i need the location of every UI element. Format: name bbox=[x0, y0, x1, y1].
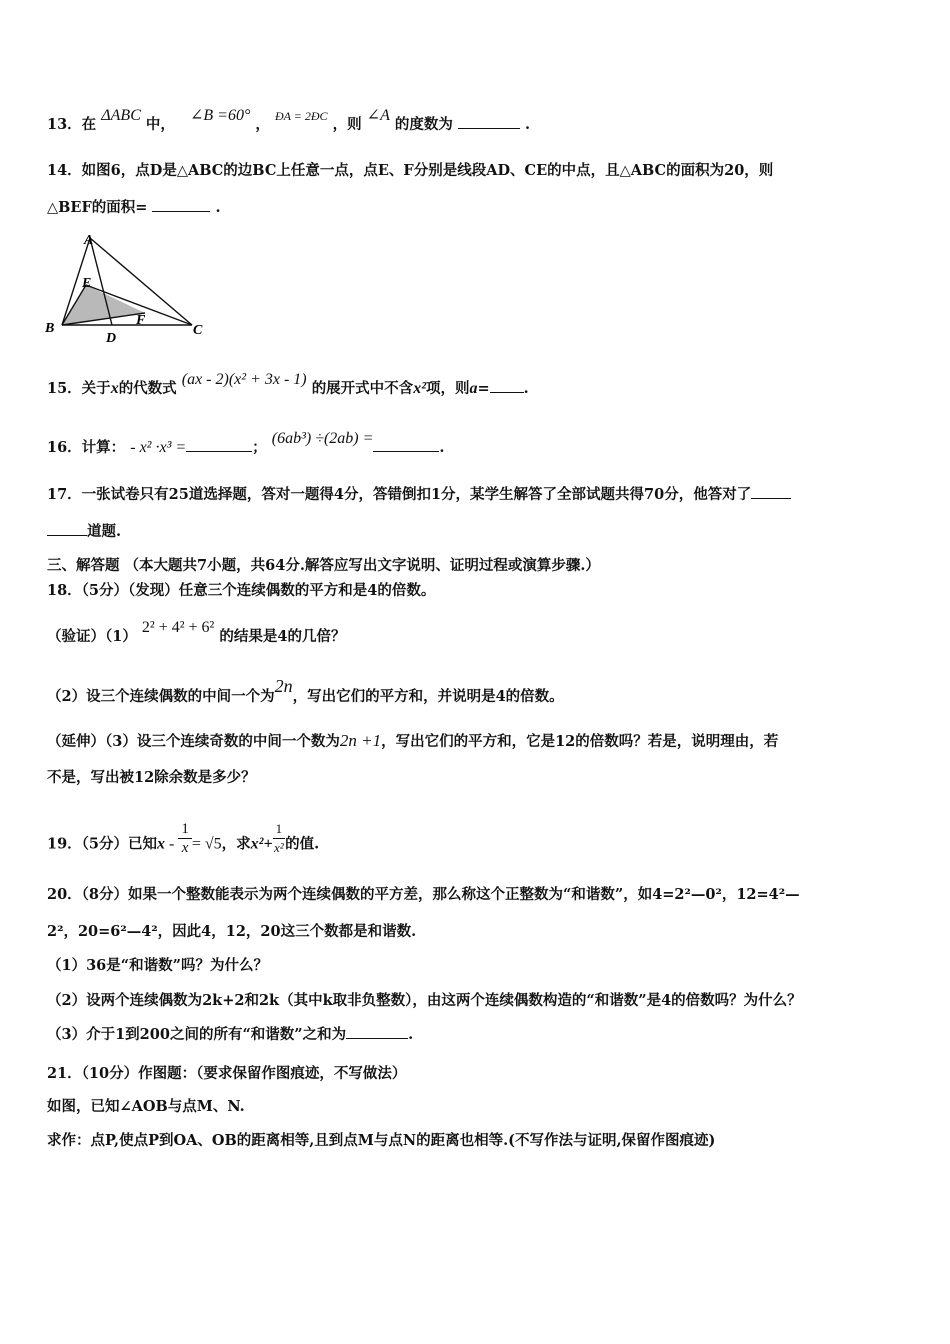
label-a: A bbox=[84, 233, 94, 248]
q19-fraction bbox=[178, 820, 192, 857]
q15-eq: = bbox=[477, 380, 490, 397]
label-f: F bbox=[136, 313, 146, 328]
q14-text: △BEF的面积= bbox=[47, 199, 148, 216]
question-14-line1: 14．如图6，点D是△ABC的边BC上任意一点，点E、F分别是线段AD、CE的中点，且△ABC的面积为20，则 bbox=[47, 162, 774, 179]
q16-end: . bbox=[439, 439, 445, 456]
label-c: C bbox=[193, 323, 203, 338]
question-18-part3 bbox=[47, 730, 920, 753]
question-21-given: 如图，已知∠AOB与点M、N. bbox=[47, 1098, 245, 1115]
q18-part3-label: （延伸）（3）设三个连续奇数的中间一个数为 bbox=[47, 733, 340, 750]
q16-separator: ； bbox=[252, 439, 267, 456]
q18-part1-expression: 2² + 4² + 6² bbox=[141, 619, 215, 636]
q13-end: . bbox=[525, 116, 531, 133]
q18-part3-text: ，写出它们的平方和，它是12的倍数吗？若是，说明理由，若 bbox=[381, 733, 779, 750]
q19-x: x bbox=[157, 835, 166, 853]
answer-blank[interactable] bbox=[751, 484, 791, 499]
question-20-part3 bbox=[47, 1024, 920, 1046]
answer-blank[interactable] bbox=[458, 114, 520, 129]
q18-part3-expression: 2n +1 bbox=[339, 731, 382, 750]
q18-part2-expression: 2n bbox=[274, 676, 293, 696]
q15-x2: x² bbox=[413, 380, 426, 397]
question-18-head: 18．（5分）（发现）任意三个连续偶数的平方和是4的倍数。 bbox=[47, 582, 436, 599]
question-18-part3-line2: 不是，写出被12除余数是多少？ bbox=[47, 769, 256, 786]
question-20-part2: （2）设两个连续偶数为2k+2和2k（其中k取非负整数），由这两个连续偶数构造的“和谐数”是4的倍数吗？为什么？ bbox=[47, 992, 802, 1009]
q15-expression: (ax - 2)(x² + 3x - 1) bbox=[181, 371, 307, 388]
q13-relation: ÐA = 2ÐC bbox=[274, 109, 328, 123]
q19-x2: x²+ bbox=[250, 835, 273, 853]
answer-blank[interactable] bbox=[47, 521, 87, 536]
question-20-line2: 2²，20=6²—4²，因此4，12，20这三个数都是和谐数. bbox=[47, 923, 417, 940]
question-18-part1 bbox=[47, 619, 920, 648]
question-17-line1 bbox=[47, 484, 920, 506]
question-20-part1: （1）36是“和谐数”吗？为什么？ bbox=[47, 957, 268, 974]
answer-blank[interactable] bbox=[373, 437, 439, 452]
q13-comma: ， bbox=[255, 116, 270, 133]
q13-then: ，则 bbox=[332, 116, 362, 133]
q19-fraction2-num: 1 bbox=[273, 820, 286, 839]
q17-text2: 道题. bbox=[87, 523, 122, 540]
question-21-head: 21．（10分）作图题：（要求保留作图痕迹，不写做法） bbox=[47, 1065, 407, 1082]
q13-triangle: ΔABC bbox=[101, 107, 141, 124]
q19-text: ，求 bbox=[221, 835, 251, 853]
q13-angle-b: ∠B =60° bbox=[189, 107, 251, 124]
q18-part2-text: ，写出它们的平方和，并说明是4的倍数。 bbox=[292, 688, 564, 705]
q15-text2: 的展开式中不含 bbox=[311, 380, 414, 397]
label-e: E bbox=[82, 276, 92, 291]
q19-fraction2 bbox=[273, 820, 286, 857]
question-14-line2 bbox=[47, 197, 920, 219]
q19-minus: - bbox=[165, 835, 179, 853]
q18-part1-label: （验证）（1） bbox=[47, 628, 137, 645]
q19-fraction-num: 1 bbox=[178, 820, 192, 839]
q19-fraction2-den: x² bbox=[274, 840, 284, 855]
q19-fraction-den: x bbox=[181, 840, 189, 856]
question-13 bbox=[47, 107, 920, 136]
question-19 bbox=[47, 821, 920, 863]
q14-end: . bbox=[215, 199, 221, 216]
q18-part2-label: （2）设三个连续偶数的中间一个为 bbox=[47, 688, 275, 705]
label-b: B bbox=[45, 321, 55, 336]
q13-tail: 的度数为 bbox=[394, 116, 453, 133]
q19-eq: = √5 bbox=[191, 835, 222, 853]
q15-text: 的代数式 bbox=[118, 380, 177, 397]
question-17-line2 bbox=[47, 521, 920, 543]
q13-text: 中， bbox=[145, 116, 175, 133]
q19-text2: 的值. bbox=[285, 835, 320, 853]
answer-blank[interactable] bbox=[346, 1024, 408, 1039]
section-title: 三、解答题 （本大题共7小题，共64分.解答应写出文字说明、证明过程或演算步骤.） bbox=[47, 557, 600, 574]
q19-number: 19．（5分）已知 bbox=[47, 835, 158, 853]
question-16 bbox=[47, 430, 920, 459]
q16-number: 16．计算： bbox=[47, 439, 126, 456]
question-21-task: 求作：点P,使点P到OA、OB的距离相等,且到点M与点N的距离也相等.(不写作法与证明,保留作图痕迹) bbox=[47, 1132, 716, 1149]
q13-number: 13．在 bbox=[47, 116, 97, 133]
q15-text3: 项，则 bbox=[425, 380, 470, 397]
q16-expression1: - x² ·x³ = bbox=[130, 439, 187, 456]
q20-part3-end: . bbox=[408, 1026, 414, 1043]
answer-blank[interactable] bbox=[186, 437, 252, 452]
q15-number: 15．关于 bbox=[47, 380, 111, 397]
q15-x: x bbox=[110, 380, 119, 397]
triangle-figure bbox=[40, 228, 220, 348]
q15-a: a bbox=[469, 380, 478, 397]
question-15 bbox=[47, 371, 920, 400]
q13-angle-a: ∠A bbox=[366, 107, 390, 124]
q17-text: 17．一张试卷只有25道选择题，答对一题得4分，答错倒扣1分，某学生解答了全部试题共得70分，他答对了 bbox=[47, 486, 752, 503]
q16-expression2: (6ab³) ÷(2ab) = bbox=[271, 430, 374, 447]
answer-blank[interactable] bbox=[490, 378, 524, 393]
q15-end: . bbox=[523, 380, 529, 397]
question-20-line1: 20．（8分）如果一个整数能表示为两个连续偶数的平方差，那么称这个正整数为“和谐数”，如4=2²—0²，12=4²— bbox=[47, 886, 800, 903]
label-d: D bbox=[106, 331, 117, 346]
q20-part3-text: （3）介于1到200之间的所有“和谐数”之和为 bbox=[47, 1026, 347, 1043]
q18-part1-text: 的结果是4的几倍？ bbox=[219, 628, 346, 645]
question-18-part2 bbox=[47, 676, 920, 708]
answer-blank[interactable] bbox=[152, 197, 210, 212]
